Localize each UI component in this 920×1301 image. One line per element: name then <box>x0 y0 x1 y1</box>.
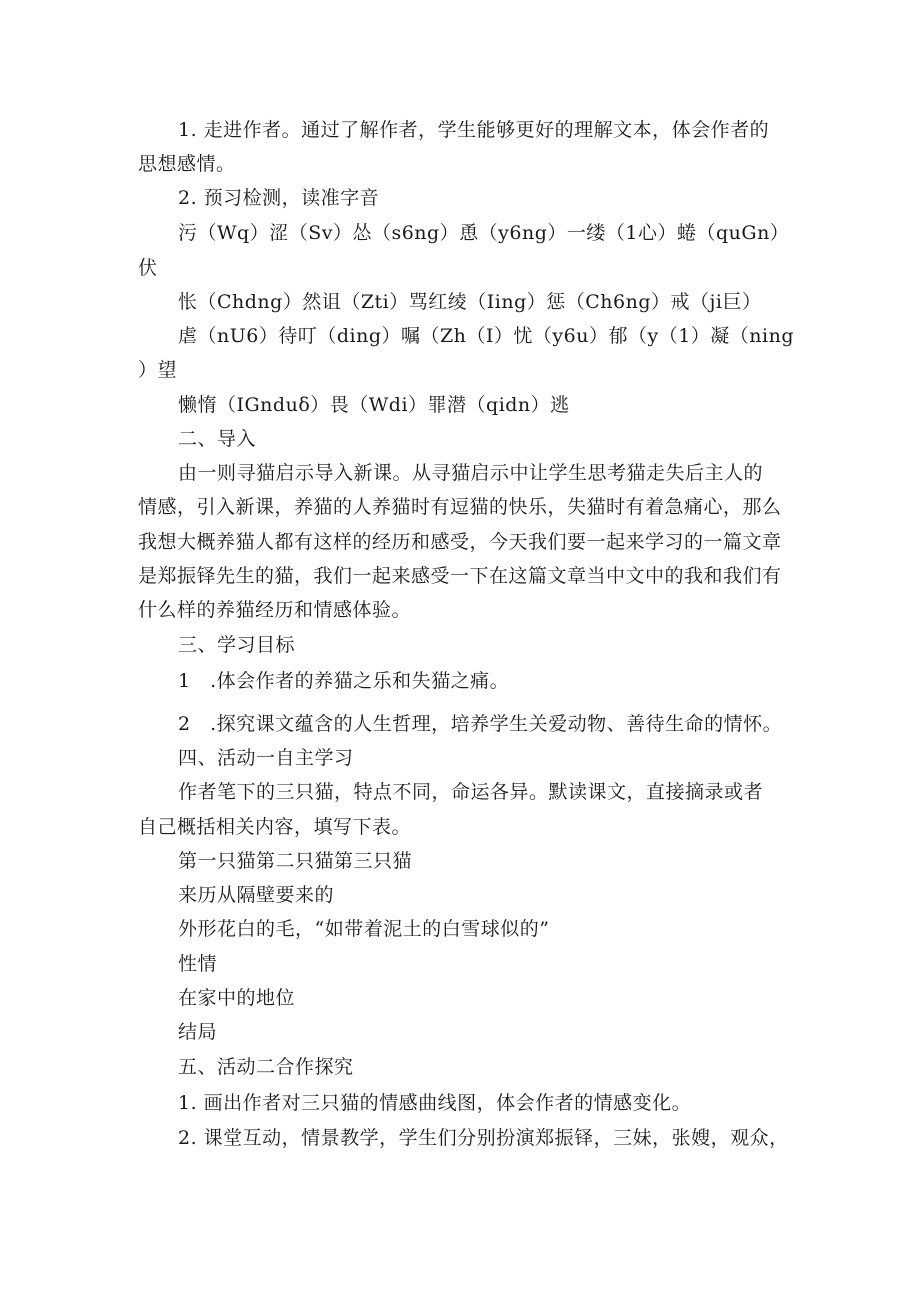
text-line: 作者笔下的三只猫，特点不同，命运各异。默读课文，直接摘录或者 <box>178 781 764 803</box>
text-line: 自己概括相关内容，填写下表。 <box>138 816 412 838</box>
text-line: 2. 课堂互动，情景教学，学生们分别扮演郑振铎，三妹，张嫂，观众， <box>178 1127 789 1149</box>
text-line: 1 .体会作者的养猫之乐和失猫之痛。 <box>178 670 510 692</box>
table-row-line: 在家中的地位 <box>178 987 296 1009</box>
section-heading: 三、学习目标 <box>178 634 296 656</box>
text-line: 什么样的养猫经历和情感体验。 <box>138 599 412 621</box>
text-line: 是郑振铎先生的猫，我们一起来感受一下在这篇文章当中文中的我和我们有 <box>138 565 782 587</box>
text-line: ）望 <box>138 359 178 381</box>
text-line: 2. 预习检测，读准字音 <box>178 187 380 209</box>
text-line: 1. 走进作者。通过了解作者，学生能够更好的理解文本，体会作者的 <box>178 119 770 141</box>
text-line: 1. 画出作者对三只猫的情感曲线图，体会作者的情感变化。 <box>178 1092 692 1114</box>
text-line: 由一则寻猫启示导入新课。从寻猫启示中让学生思考猫走失后主人的 <box>178 462 764 484</box>
table-header-line: 第一只猫第二只猫第三只猫 <box>178 850 413 872</box>
text-line: 虐（nU6）待叮（ding）嘱（Zh（I）忧（y6u）郁（y（1）凝（ning <box>178 325 795 347</box>
text-line: 2 .探究课文蕴含的人生哲理，培养学生关爱动物、善待生命的情怀。 <box>178 713 783 735</box>
text-line: 思想感情。 <box>138 153 236 175</box>
table-row-line: 性情 <box>178 953 218 975</box>
table-row-line: 结局 <box>178 1021 218 1043</box>
table-row-line: 外形花白的毛，“如带着泥土的白雪球似的” <box>178 918 550 940</box>
text-line: 我想大概养猫人都有这样的经历和感受，今天我们要一起来学习的一篇文章 <box>138 531 782 553</box>
text-line: 懒惰（IGnduδ）畏（Wdi）罪潜（qidn）逃 <box>178 394 570 416</box>
section-heading: 四、活动一自主学习 <box>178 747 354 769</box>
text-line: 情感，引入新课，养猫的人养猫时有逗猫的快乐，失猫时有着急痛心，那么 <box>138 496 782 518</box>
section-heading: 二、导入 <box>178 428 257 450</box>
section-heading: 五、活动二合作探究 <box>178 1056 354 1078</box>
text-line: 伏 <box>138 257 158 279</box>
table-row-line: 来历从隔壁要来的 <box>178 884 335 906</box>
text-line: 怅（Chdng）然诅（Zti）骂红绫（Iing）惩（Ch6ng）戒（ji巨） <box>178 291 762 313</box>
text-line: 污（Wq）涩（Sv）怂（s6ng）恿（y6ng）一缕（1心）蜷（quGn） <box>178 222 790 244</box>
